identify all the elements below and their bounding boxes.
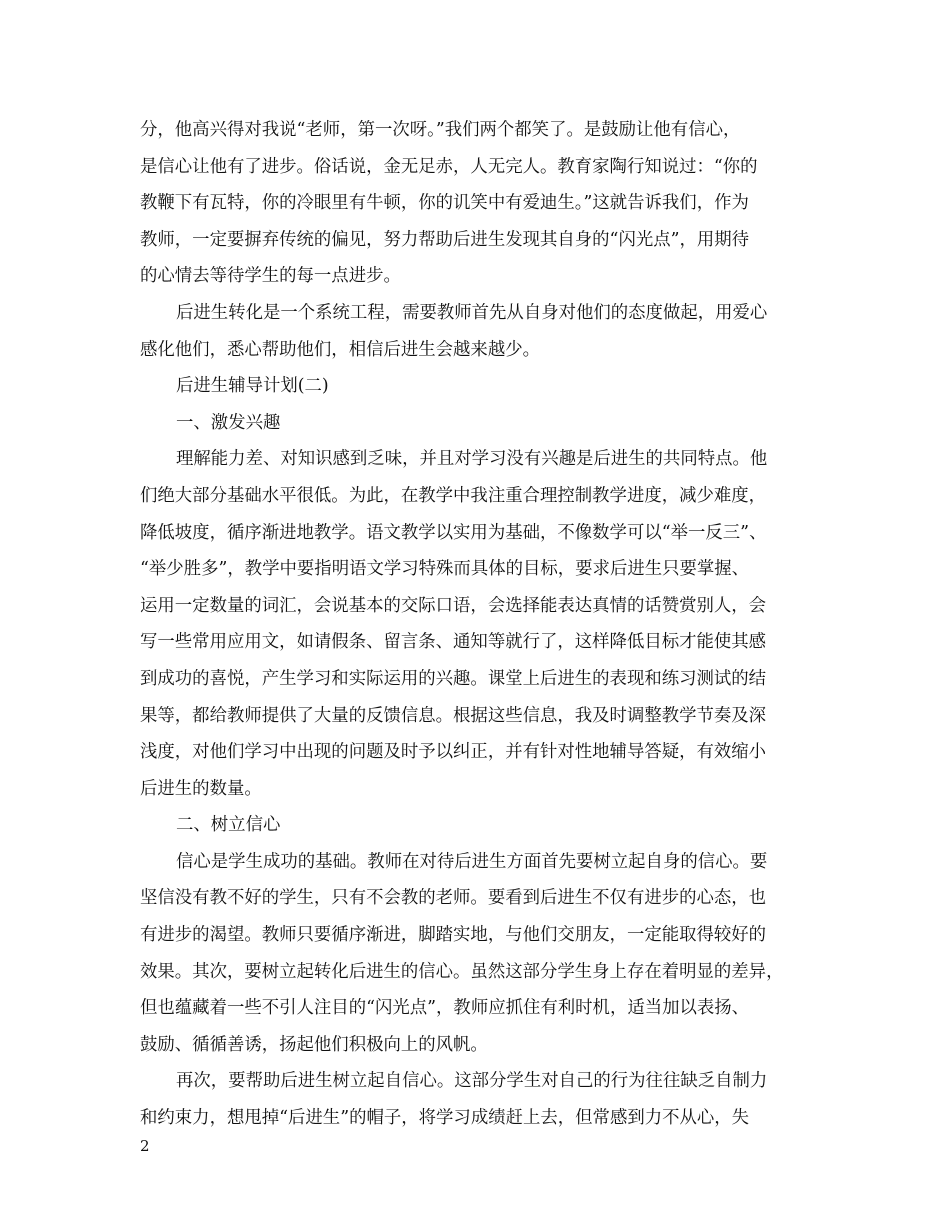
text-line: 教师，一定要摒弃传统的偏见，努力帮助后进生发现其自身的“闪光点”，用期待 [140, 229, 750, 250]
section-heading: 二、树立信心 [176, 815, 281, 836]
text-line: 浅度，对他们学习中出现的问题及时予以纠正，并有针对性地辅导答疑，有效缩小 [140, 742, 767, 763]
text-line: 感化他们，悉心帮助他们，相信后进生会越来越少。 [140, 339, 540, 360]
text-line: 后进生的数量。 [140, 778, 262, 799]
text-line: 坚信没有教不好的学生，只有不会教的老师。要看到后进生不仅有进步的心态，也 [140, 888, 767, 909]
text-line: 是信心让他有了进步。俗话说，金无足赤，人无完人。教育家陶行知说过：“你的 [140, 156, 758, 177]
text-line: 有进步的渴望。教师只要循序渐进，脚踏实地，与他们交朋友，一定能取得较好的 [140, 925, 767, 946]
text-line: 理解能力差、对知识感到乏味，并且对学习没有兴趣是后进生的共同特点。他 [176, 449, 768, 470]
text-line: 效果。其次，要树立起转化后进生的信心。虽然这部分学生身上存在着明显的差异， [140, 961, 784, 982]
text-line: 但也蕴藏着一些不引人注目的“闪光点”，教师应抓住有利时机，适当加以表扬、 [140, 998, 750, 1019]
text-line: 降低坡度，循序渐进地教学。语文教学以实用为基础，不像数学可以“举一反三”、 [140, 522, 767, 543]
text-line: 信心是学生成功的基础。教师在对待后进生方面首先要树立起自身的信心。要 [176, 851, 768, 872]
page-number: 2 [140, 1137, 150, 1155]
text-line: 写一些常用应用文，如请假条、留言条、通知等就行了，这样降低目标才能使其感 [140, 632, 767, 653]
section-heading: 一、激发兴趣 [176, 412, 281, 433]
text-line: 到成功的喜悦，产生学习和实际运用的兴趣。课堂上后进生的表现和练习测试的结 [140, 668, 767, 689]
document-body [140, 112, 830, 1137]
text-line: 运用一定数量的词汇，会说基本的交际口语，会选择能表达真情的话赞赏别人，会 [140, 595, 767, 616]
text-line: 鼓励、循循善诱，扬起他们积极向上的风帆。 [140, 1034, 488, 1055]
text-line: 再次，要帮助后进生树立起自信心。这部分学生对自己的行为往往缺乏自制力 [176, 1071, 768, 1092]
text-line: 果等，都给教师提供了大量的反馈信息。根据这些信息，我及时调整教学节奏及深 [140, 705, 767, 726]
text-line: 们绝大部分基础水平很低。为此，在教学中我注重合理控制教学进度，减少难度， [140, 485, 767, 506]
text-line: 后进生转化是一个系统工程，需要教师首先从自身对他们的态度做起，用爱心 [176, 302, 768, 323]
text-line: “举少胜多”，教学中要指明语文学习特殊而具体的目标，要求后进生只要掌握、 [140, 559, 750, 580]
text-line: 和约束力，想甩掉“后进生”的帽子，将学习成绩赶上去，但常感到力不从心，失 [140, 1108, 750, 1129]
section-heading: 后进生辅导计划(二) [176, 376, 329, 397]
text-line: 分，他高兴得对我说“老师，第一次呀。”我们两个都笑了。是鼓励让他有信心， [140, 120, 741, 140]
text-line: 的心情去等待学生的每一点进步。 [140, 266, 401, 287]
text-line: 教鞭下有瓦特，你的冷眼里有牛顿，你的讥笑中有爱迪生。”这就告诉我们，作为 [140, 193, 749, 214]
